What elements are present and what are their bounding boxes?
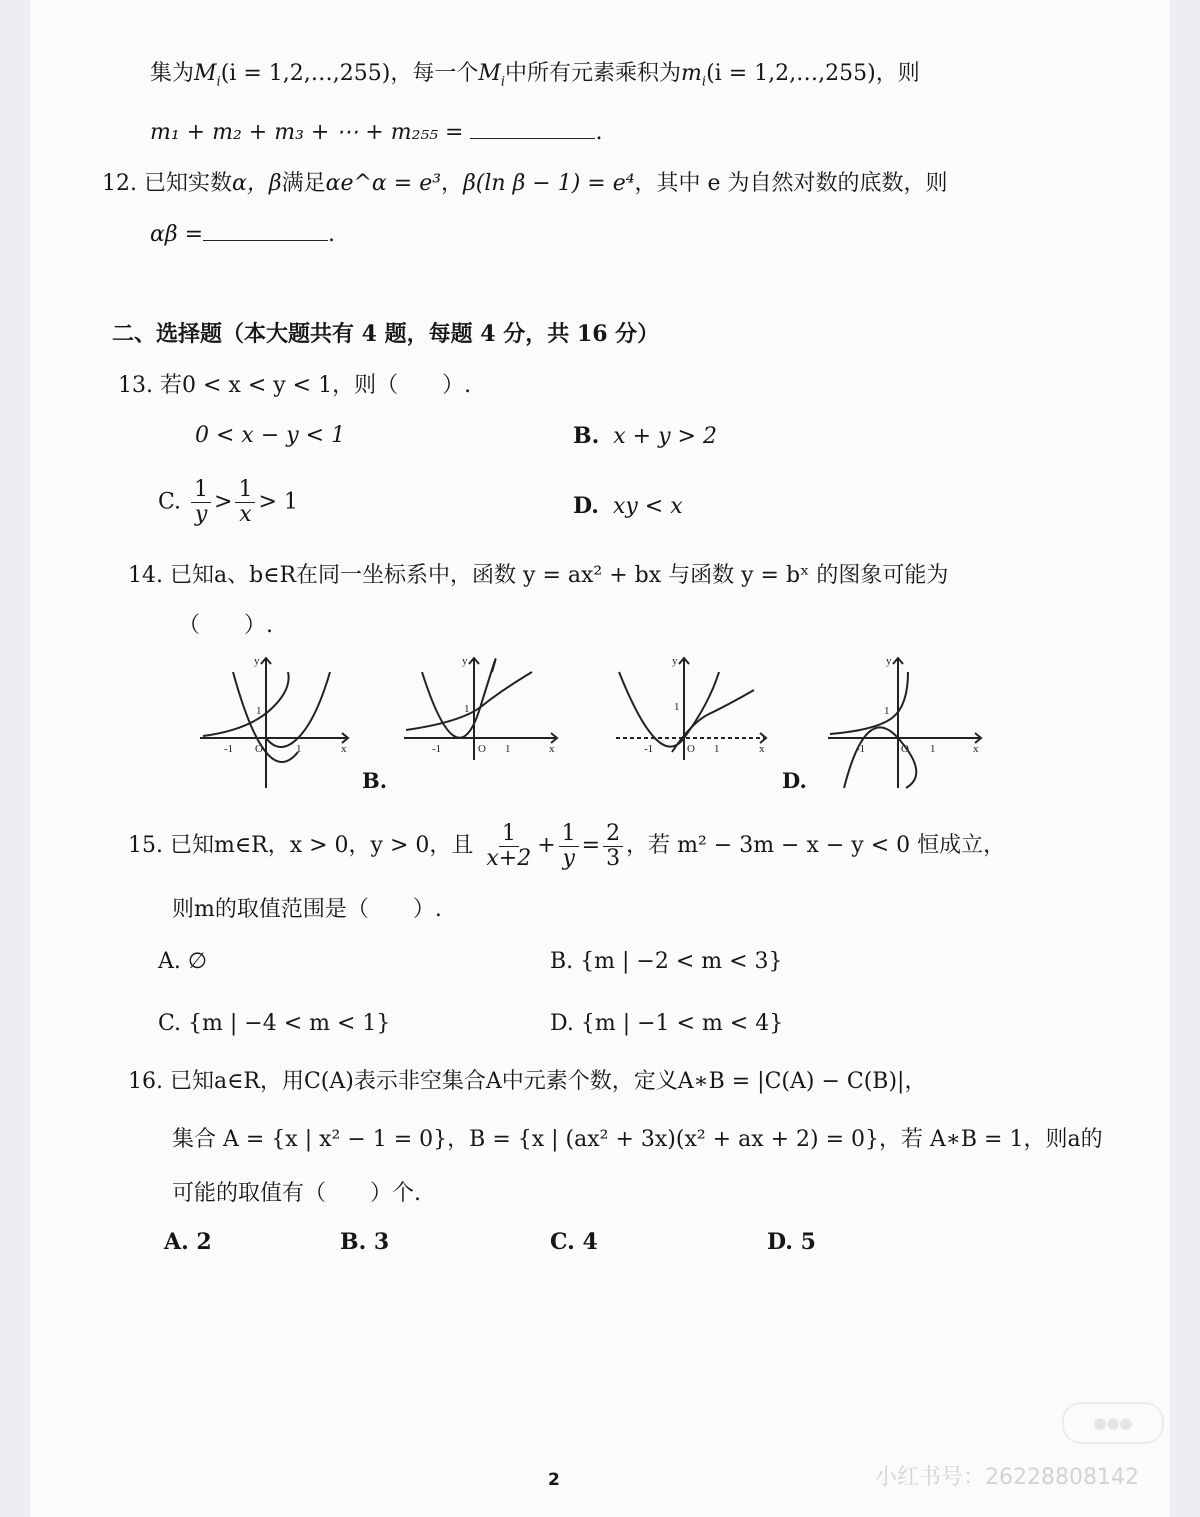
tick-label-minus-1: -1 (856, 743, 866, 755)
page-number: 2 (548, 1470, 560, 1490)
q16-stem1: 16. 已知a∈R，用C(A)表示非空集合A中元素个数，定义A∗B = |C(A) − C(B)|， (128, 1069, 927, 1094)
q14-stem: 14. 已知a、b∈R在同一坐标系中，函数 y = ax² + bx 与函数 y = bˣ 的图象可能为 (128, 563, 949, 588)
origin-label: O (687, 743, 695, 755)
q14-graph-b[interactable] (402, 652, 562, 762)
frac-2-over-3: $\frac{2}{3}$ (603, 822, 623, 871)
q14-graph-d[interactable] (826, 652, 986, 792)
tick-label-1: 1 (714, 743, 720, 755)
q11-answer-blank[interactable] (470, 116, 595, 139)
q13-option-a[interactable]: 0 < x − y < 1 (195, 423, 346, 448)
y-axis-label: y (462, 655, 468, 667)
watermark-logo: ●●● (1062, 1402, 1164, 1444)
tick-label-minus-1: -1 (432, 743, 442, 755)
q13-stem: 13. 若0 < x < y < 1，则（ ）. (118, 373, 472, 398)
q11-line1: 集为$M_i(i$ = 1,2,…,255)，每一个$M_i$中所有元素乘积为$m_i(i$ = 1,2,…,255)，则 (150, 61, 920, 90)
exponential-curve (203, 672, 289, 736)
q14-paren: （ ）. (178, 613, 273, 638)
tick-label-1: 1 (296, 743, 302, 755)
parabola-curve (844, 727, 916, 788)
q12-number: 12. (102, 171, 137, 196)
tick-label-y1: 1 (464, 703, 470, 715)
exponential-curve (830, 672, 908, 734)
exam-page (30, 0, 1170, 1517)
q15-option-c[interactable]: C. {m | −4 < m < 1} (158, 1011, 391, 1036)
q15-option-d[interactable]: D. {m | −1 < m < 4} (550, 1011, 784, 1036)
tick-label-1: 1 (505, 743, 511, 755)
q11-range-1: (i = 1,2,…,255) (220, 61, 391, 86)
q16-option-a[interactable]: A. 2 (164, 1229, 212, 1255)
y-axis-label: y (672, 655, 678, 667)
q11-line2: m₁ + m₂ + m₃ + ⋯ + m₂₅₅ = . (150, 116, 602, 149)
q16-option-b[interactable]: B. 3 (340, 1229, 390, 1255)
x-axis-label: x (973, 743, 979, 755)
frac-1-over-y: $\frac{1}{y}$ (559, 822, 579, 871)
frac-1-over-x: $\frac{1}{x}$ (235, 478, 255, 527)
q16-stem2: 集合 A = {x | x² − 1 = 0}，B = {x | (ax² + 3x)(x² + ax + 2) = 0}，若 A∗B = 1，则a的 (172, 1127, 1103, 1152)
origin-label: O (255, 743, 263, 755)
tick-label-y1: 1 (884, 705, 890, 717)
q12-line1: 12. 已知实数α，β满足αe^α = e³，β(ln β − 1) = e⁴，其中 e 为自然对数的底数，则 (102, 171, 948, 196)
q15-option-a[interactable]: A. ∅ (158, 949, 208, 974)
q16-option-c[interactable]: C. 4 (550, 1229, 598, 1255)
x-axis-label: x (759, 743, 765, 755)
frac-1-over-x-plus-2: $\frac{1}{x+2}$ (486, 820, 532, 871)
q14-graph-b-label[interactable]: B. (362, 768, 388, 793)
x-axis-label: x (549, 743, 555, 755)
q11-range-2: (i = 1,2,…,255) (706, 61, 876, 86)
tick-label-minus-1: -1 (644, 743, 654, 755)
y-axis-label: y (886, 655, 892, 667)
origin-label: O (901, 743, 909, 755)
q13-option-b[interactable]: B. x + y > 2 (573, 423, 717, 449)
q15-stem: 15. 已知m∈R，x > 0，y > 0，且 $\frac{1}{x+2}$ + $\frac{1}{y}$ = $\frac{2}{3}$ ，若 m² − 3m − x − y < 0 恒成立， (128, 820, 1006, 871)
q12-line2: αβ = . (150, 218, 335, 251)
tick-label-minus-1: -1 (224, 743, 234, 755)
q13-option-d[interactable]: D. xy < x (573, 493, 683, 519)
q14-graph-a[interactable] (198, 652, 358, 792)
q14-graph-c[interactable] (614, 652, 774, 762)
q12-eq2: β(ln β − 1) = e⁴ (463, 171, 635, 196)
q14-graph-d-label[interactable]: D. (782, 768, 807, 793)
frac-1-over-y: $\frac{1}{y}$ (191, 478, 211, 527)
q16-stem3: 可能的取值有（ ）个. (172, 1181, 421, 1206)
q16-option-d[interactable]: D. 5 (767, 1229, 816, 1255)
tick-label-1: 1 (930, 743, 936, 755)
tick-label-y1: 1 (674, 701, 680, 713)
q13-option-c[interactable]: C. $\frac{1}{y}$ > $\frac{1}{x}$ > 1 (158, 477, 298, 527)
origin-label: O (478, 743, 486, 755)
q15-stem2: 则m的取值范围是（ ）. (172, 897, 442, 922)
parabola-right (266, 672, 330, 747)
y-axis-label: y (254, 655, 260, 667)
x-axis-label: x (341, 743, 347, 755)
watermark-text: 小红书号：26228808142 (875, 1465, 1139, 1490)
q12-answer-blank[interactable] (203, 218, 328, 241)
section-title: 二、选择题（本大题共有 4 题，每题 4 分，共 16 分） (112, 321, 660, 347)
parabola-curve (619, 672, 719, 747)
q12-eq1: αe^α = e³ (325, 171, 442, 196)
q15-option-b[interactable]: B. {m | −2 < m < 3} (550, 949, 783, 974)
tick-label-y1: 1 (256, 705, 262, 717)
